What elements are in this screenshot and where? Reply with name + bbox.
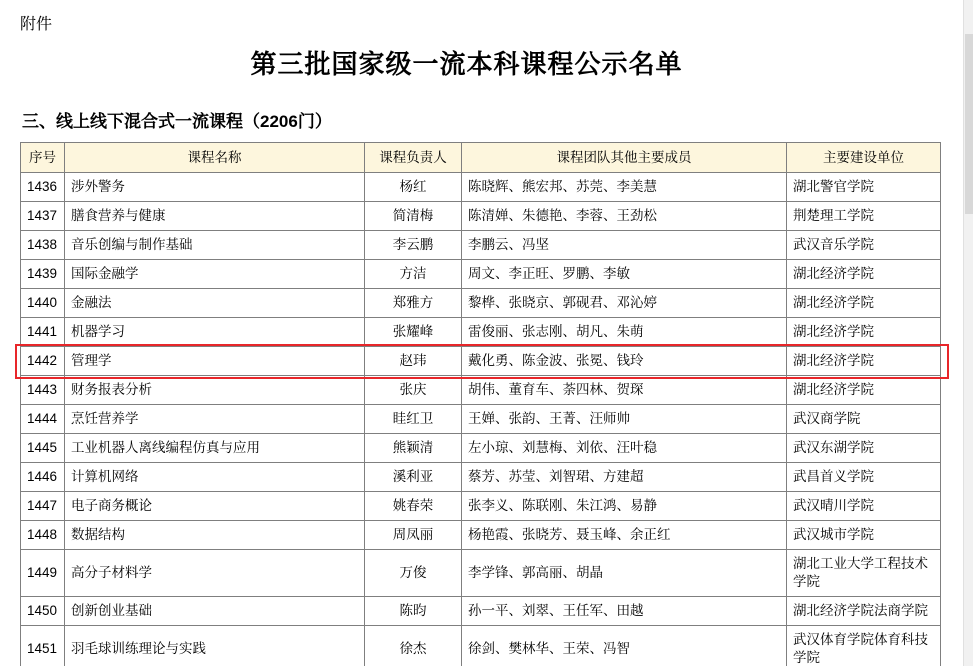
table-row — [21, 626, 941, 666]
cell-index: 1436 — [21, 173, 65, 202]
table-row — [21, 289, 941, 318]
cell-members: 胡伟、董育车、荼四林、贺琛 — [462, 376, 787, 405]
cell-unit: 湖北经济学院 — [787, 318, 941, 347]
table-row — [21, 202, 941, 231]
cell-members: 黎桦、张晓京、郭砚君、邓沁婷 — [462, 289, 787, 318]
cell-course-name: 高分子材料学 — [65, 550, 365, 597]
cell-members: 李学锋、郭高丽、胡晶 — [462, 550, 787, 597]
cell-course-name: 涉外警务 — [65, 173, 365, 202]
cell-unit: 武汉商学院 — [787, 405, 941, 434]
table-row — [21, 550, 941, 597]
cell-members: 陈晓辉、熊宏邦、苏莞、李美慧 — [462, 173, 787, 202]
table-header-row — [21, 143, 941, 173]
column-header-unit: 主要建设单位 — [787, 143, 941, 173]
page-title: 第三批国家级一流本科课程公示名单 — [250, 49, 683, 79]
cell-index: 1450 — [21, 597, 65, 626]
cell-members: 李鹏云、冯坚 — [462, 231, 787, 260]
table-row — [21, 405, 941, 434]
cell-index: 1439 — [21, 260, 65, 289]
cell-course-name: 电子商务概论 — [65, 492, 365, 521]
table-row — [21, 492, 941, 521]
cell-unit: 武汉城市学院 — [787, 521, 941, 550]
cell-index: 1441 — [21, 318, 65, 347]
column-header-index: 序号 — [21, 143, 65, 173]
cell-unit: 荆楚理工学院 — [787, 202, 941, 231]
cell-leader: 赵玮 — [365, 347, 462, 376]
cell-unit: 湖北工业大学工程技术学院 — [787, 550, 941, 597]
table-row — [21, 376, 941, 405]
table-row — [21, 173, 941, 202]
cell-unit: 湖北经济学院法商学院 — [787, 597, 941, 626]
cell-unit: 湖北警官学院 — [787, 173, 941, 202]
cell-index: 1446 — [21, 463, 65, 492]
scrollbar-thumb[interactable] — [965, 34, 973, 214]
cell-leader: 杨红 — [365, 173, 462, 202]
cell-leader: 李云鹏 — [365, 231, 462, 260]
cell-members: 王婵、张韵、王菁、汪师帅 — [462, 405, 787, 434]
cell-course-name: 数据结构 — [65, 521, 365, 550]
cell-index: 1440 — [21, 289, 65, 318]
cell-course-name: 计算机网络 — [65, 463, 365, 492]
column-header-course: 课程名称 — [65, 143, 365, 173]
cell-members: 蔡芳、苏莹、刘智珺、方建超 — [462, 463, 787, 492]
cell-course-name: 音乐创编与制作基础 — [65, 231, 365, 260]
cell-course-name: 国际金融学 — [65, 260, 365, 289]
cell-leader: 姚春荣 — [365, 492, 462, 521]
table-row — [21, 463, 941, 492]
cell-members: 徐剑、樊林华、王荣、冯智 — [462, 626, 787, 666]
cell-unit: 武汉音乐学院 — [787, 231, 941, 260]
cell-course-name: 机器学习 — [65, 318, 365, 347]
cell-leader: 陈昀 — [365, 597, 462, 626]
cell-unit: 湖北经济学院 — [787, 347, 941, 376]
column-header-members: 课程团队其他主要成员 — [462, 143, 787, 173]
cell-members: 陈清婵、朱德艳、李蓉、王劲松 — [462, 202, 787, 231]
cell-index: 1451 — [21, 626, 65, 666]
cell-course-name: 膳食营养与健康 — [65, 202, 365, 231]
cell-leader: 眭红卫 — [365, 405, 462, 434]
cell-leader: 万俊 — [365, 550, 462, 597]
course-listing-table — [20, 142, 941, 666]
cell-leader: 张耀峰 — [365, 318, 462, 347]
cell-course-name: 烹饪营养学 — [65, 405, 365, 434]
table-row — [21, 260, 941, 289]
table-row — [21, 521, 941, 550]
table-row — [21, 231, 941, 260]
cell-index: 1437 — [21, 202, 65, 231]
cell-index: 1447 — [21, 492, 65, 521]
cell-index: 1448 — [21, 521, 65, 550]
cell-unit: 武汉东湖学院 — [787, 434, 941, 463]
cell-leader: 熊颖清 — [365, 434, 462, 463]
cell-unit: 武汉体育学院体育科技学院 — [787, 626, 941, 666]
table-row — [21, 597, 941, 626]
cell-course-name: 羽毛球训练理论与实践 — [65, 626, 365, 666]
cell-leader: 简清梅 — [365, 202, 462, 231]
cell-course-name: 工业机器人离线编程仿真与应用 — [65, 434, 365, 463]
attachment-label: 附件 — [20, 16, 53, 33]
cell-members: 左小琼、刘慧梅、刘依、汪叶稳 — [462, 434, 787, 463]
scrollbar[interactable] — [963, 0, 973, 666]
cell-index: 1444 — [21, 405, 65, 434]
cell-unit: 武汉晴川学院 — [787, 492, 941, 521]
cell-members: 戴化勇、陈金波、张冕、钱玲 — [462, 347, 787, 376]
cell-members: 雷俊丽、张志刚、胡凡、朱萌 — [462, 318, 787, 347]
cell-course-name: 财务报表分析 — [65, 376, 365, 405]
cell-index: 1438 — [21, 231, 65, 260]
cell-index: 1443 — [21, 376, 65, 405]
cell-members: 杨艳霞、张晓芳、聂玉峰、余正红 — [462, 521, 787, 550]
cell-unit: 湖北经济学院 — [787, 376, 941, 405]
cell-index: 1449 — [21, 550, 65, 597]
cell-leader: 溪利亚 — [365, 463, 462, 492]
cell-leader: 郑雅方 — [365, 289, 462, 318]
cell-course-name: 创新创业基础 — [65, 597, 365, 626]
cell-unit: 武昌首义学院 — [787, 463, 941, 492]
cell-course-name: 金融法 — [65, 289, 365, 318]
cell-leader: 徐杰 — [365, 626, 462, 666]
cell-leader: 张庆 — [365, 376, 462, 405]
column-header-leader: 课程负责人 — [365, 143, 462, 173]
cell-members: 周文、李正旺、罗鹏、李敏 — [462, 260, 787, 289]
table-row — [21, 434, 941, 463]
cell-members: 孙一平、刘翠、王任军、田越 — [462, 597, 787, 626]
cell-leader: 方洁 — [365, 260, 462, 289]
cell-leader: 周凤丽 — [365, 521, 462, 550]
table-row — [21, 318, 941, 347]
cell-index: 1445 — [21, 434, 65, 463]
cell-unit: 湖北经济学院 — [787, 289, 941, 318]
section-heading: 三、线上线下混合式一流课程（2206门） — [22, 112, 332, 131]
cell-index: 1442 — [21, 347, 65, 376]
table-row — [21, 347, 941, 376]
cell-unit: 湖北经济学院 — [787, 260, 941, 289]
cell-course-name: 管理学 — [65, 347, 365, 376]
cell-members: 张李义、陈联刚、朱江鸿、易静 — [462, 492, 787, 521]
